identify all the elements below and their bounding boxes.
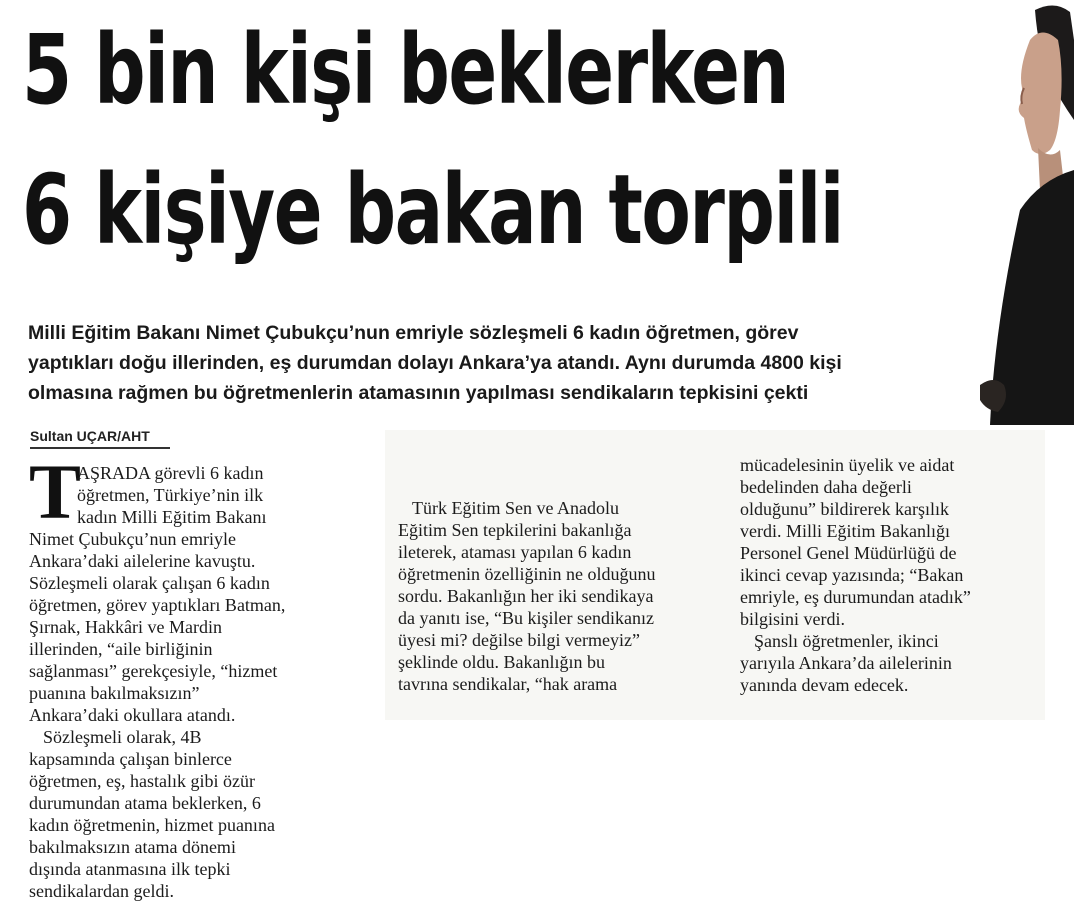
- text-line: yanında devam edecek.: [740, 675, 909, 695]
- text-line: da yanıtı ise, “Bu kişiler sendikanız: [398, 608, 654, 628]
- article-deck: [28, 318, 958, 408]
- text-line: öğretmen, eş, hastalık gibi özür: [29, 771, 255, 791]
- byline: Sultan UÇAR/AHT: [30, 427, 170, 449]
- text-line: olduğunu” bildirerek karşılık: [740, 499, 949, 519]
- text-line: Personel Genel Müdürlüğü de: [740, 543, 957, 563]
- text-line: öğretmen, Türkiye’nin ilk: [77, 485, 264, 505]
- headline-line: 5 bin kişi beklerken: [22, 14, 789, 126]
- text-line: Sözleşmeli olarak çalışan 6 kadın: [29, 573, 270, 593]
- text-line: Ankara’daki ailelerine kavuştu.: [29, 551, 256, 571]
- text-line: sendikalardan geldi.: [29, 881, 174, 901]
- text-line: kapsamında çalışan binlerce: [29, 749, 232, 769]
- text-line: Eğitim Sen tepkilerini bakanlığa: [398, 520, 632, 540]
- article-column-3: [740, 454, 1050, 696]
- text-line: Sözleşmeli olarak, 4B: [43, 727, 202, 747]
- headline-line: 6 kişiye bakan torpili: [22, 154, 843, 266]
- minister-photo: [980, 0, 1074, 425]
- text-line: şeklinde oldu. Bakanlığın bu: [398, 652, 605, 672]
- text-line: emriyle, eş durumundan atadık”: [740, 587, 971, 607]
- text-line: sağlanması” gerekçesiyle, “hizmet: [29, 661, 278, 681]
- text-line: illerinden, “aile birliğinin: [29, 639, 213, 659]
- text-line: bakılmaksızın atama dönemi: [29, 837, 236, 857]
- text-line: Şırnak, Hakkâri ve Mardin: [29, 617, 222, 637]
- text-line: durumundan atama beklerken, 6: [29, 793, 261, 813]
- text-line: ileterek, ataması yapılan 6 kadın: [398, 542, 632, 562]
- text-line: Türk Eğitim Sen ve Anadolu: [412, 498, 619, 518]
- deck-line: Milli Eğitim Bakanı Nimet Çubukçu’nun emriyle sözleşmeli 6 kadın öğretmen, görev: [28, 322, 799, 344]
- text-line: tavrına sendikalar, “hak arama: [398, 674, 618, 694]
- text-line: yarıyıla Ankara’da ailelerinin: [740, 653, 952, 673]
- text-line: dışında atanmasına ilk tepki: [29, 859, 231, 879]
- text-line: Nimet Çubukçu’nun emriyle: [29, 529, 236, 549]
- text-line: Şanslı öğretmenler, ikinci: [754, 631, 939, 651]
- text-line: üyesi mi? değilse bilgi vermeyiz”: [398, 630, 640, 650]
- text-line: mücadelesinin üyelik ve aidat: [740, 455, 955, 475]
- text-line: verdi. Milli Eğitim Bakanlığı: [740, 521, 950, 541]
- text-line: öğretmenin özelliğinin ne olduğunu: [398, 564, 656, 584]
- article-column-1: [29, 462, 359, 902]
- text-line: AŞRADA görevli 6 kadın: [77, 463, 264, 483]
- deck-line: yaptıkları doğu illerinden, eş durumdan dolayı Ankara’ya atandı. Aynı durumda 4800 kişi: [28, 352, 842, 374]
- text-line: kadın Milli Eğitim Bakanı: [77, 507, 267, 527]
- article-column-2: [398, 497, 718, 695]
- text-line: ikinci cevap yazısında; “Bakan: [740, 565, 964, 585]
- text-line: kadın öğretmenin, hizmet puanına: [29, 815, 275, 835]
- text-line: Ankara’daki okullara atandı.: [29, 705, 236, 725]
- text-line: puanına bakılmaksızın”: [29, 683, 200, 703]
- text-line: bilgisini verdi.: [740, 609, 845, 629]
- text-line: öğretmen, görev yaptıkları Batman,: [29, 595, 286, 615]
- text-line: bedelinden daha değerli: [740, 477, 912, 497]
- deck-line: olmasına rağmen bu öğretmenlerin atamasının yapılması sendikaların tepkisini çekti: [28, 382, 809, 404]
- headline: [22, 0, 843, 280]
- text-line: sordu. Bakanlığın her iki sendikaya: [398, 586, 654, 606]
- drop-cap: T: [29, 448, 82, 535]
